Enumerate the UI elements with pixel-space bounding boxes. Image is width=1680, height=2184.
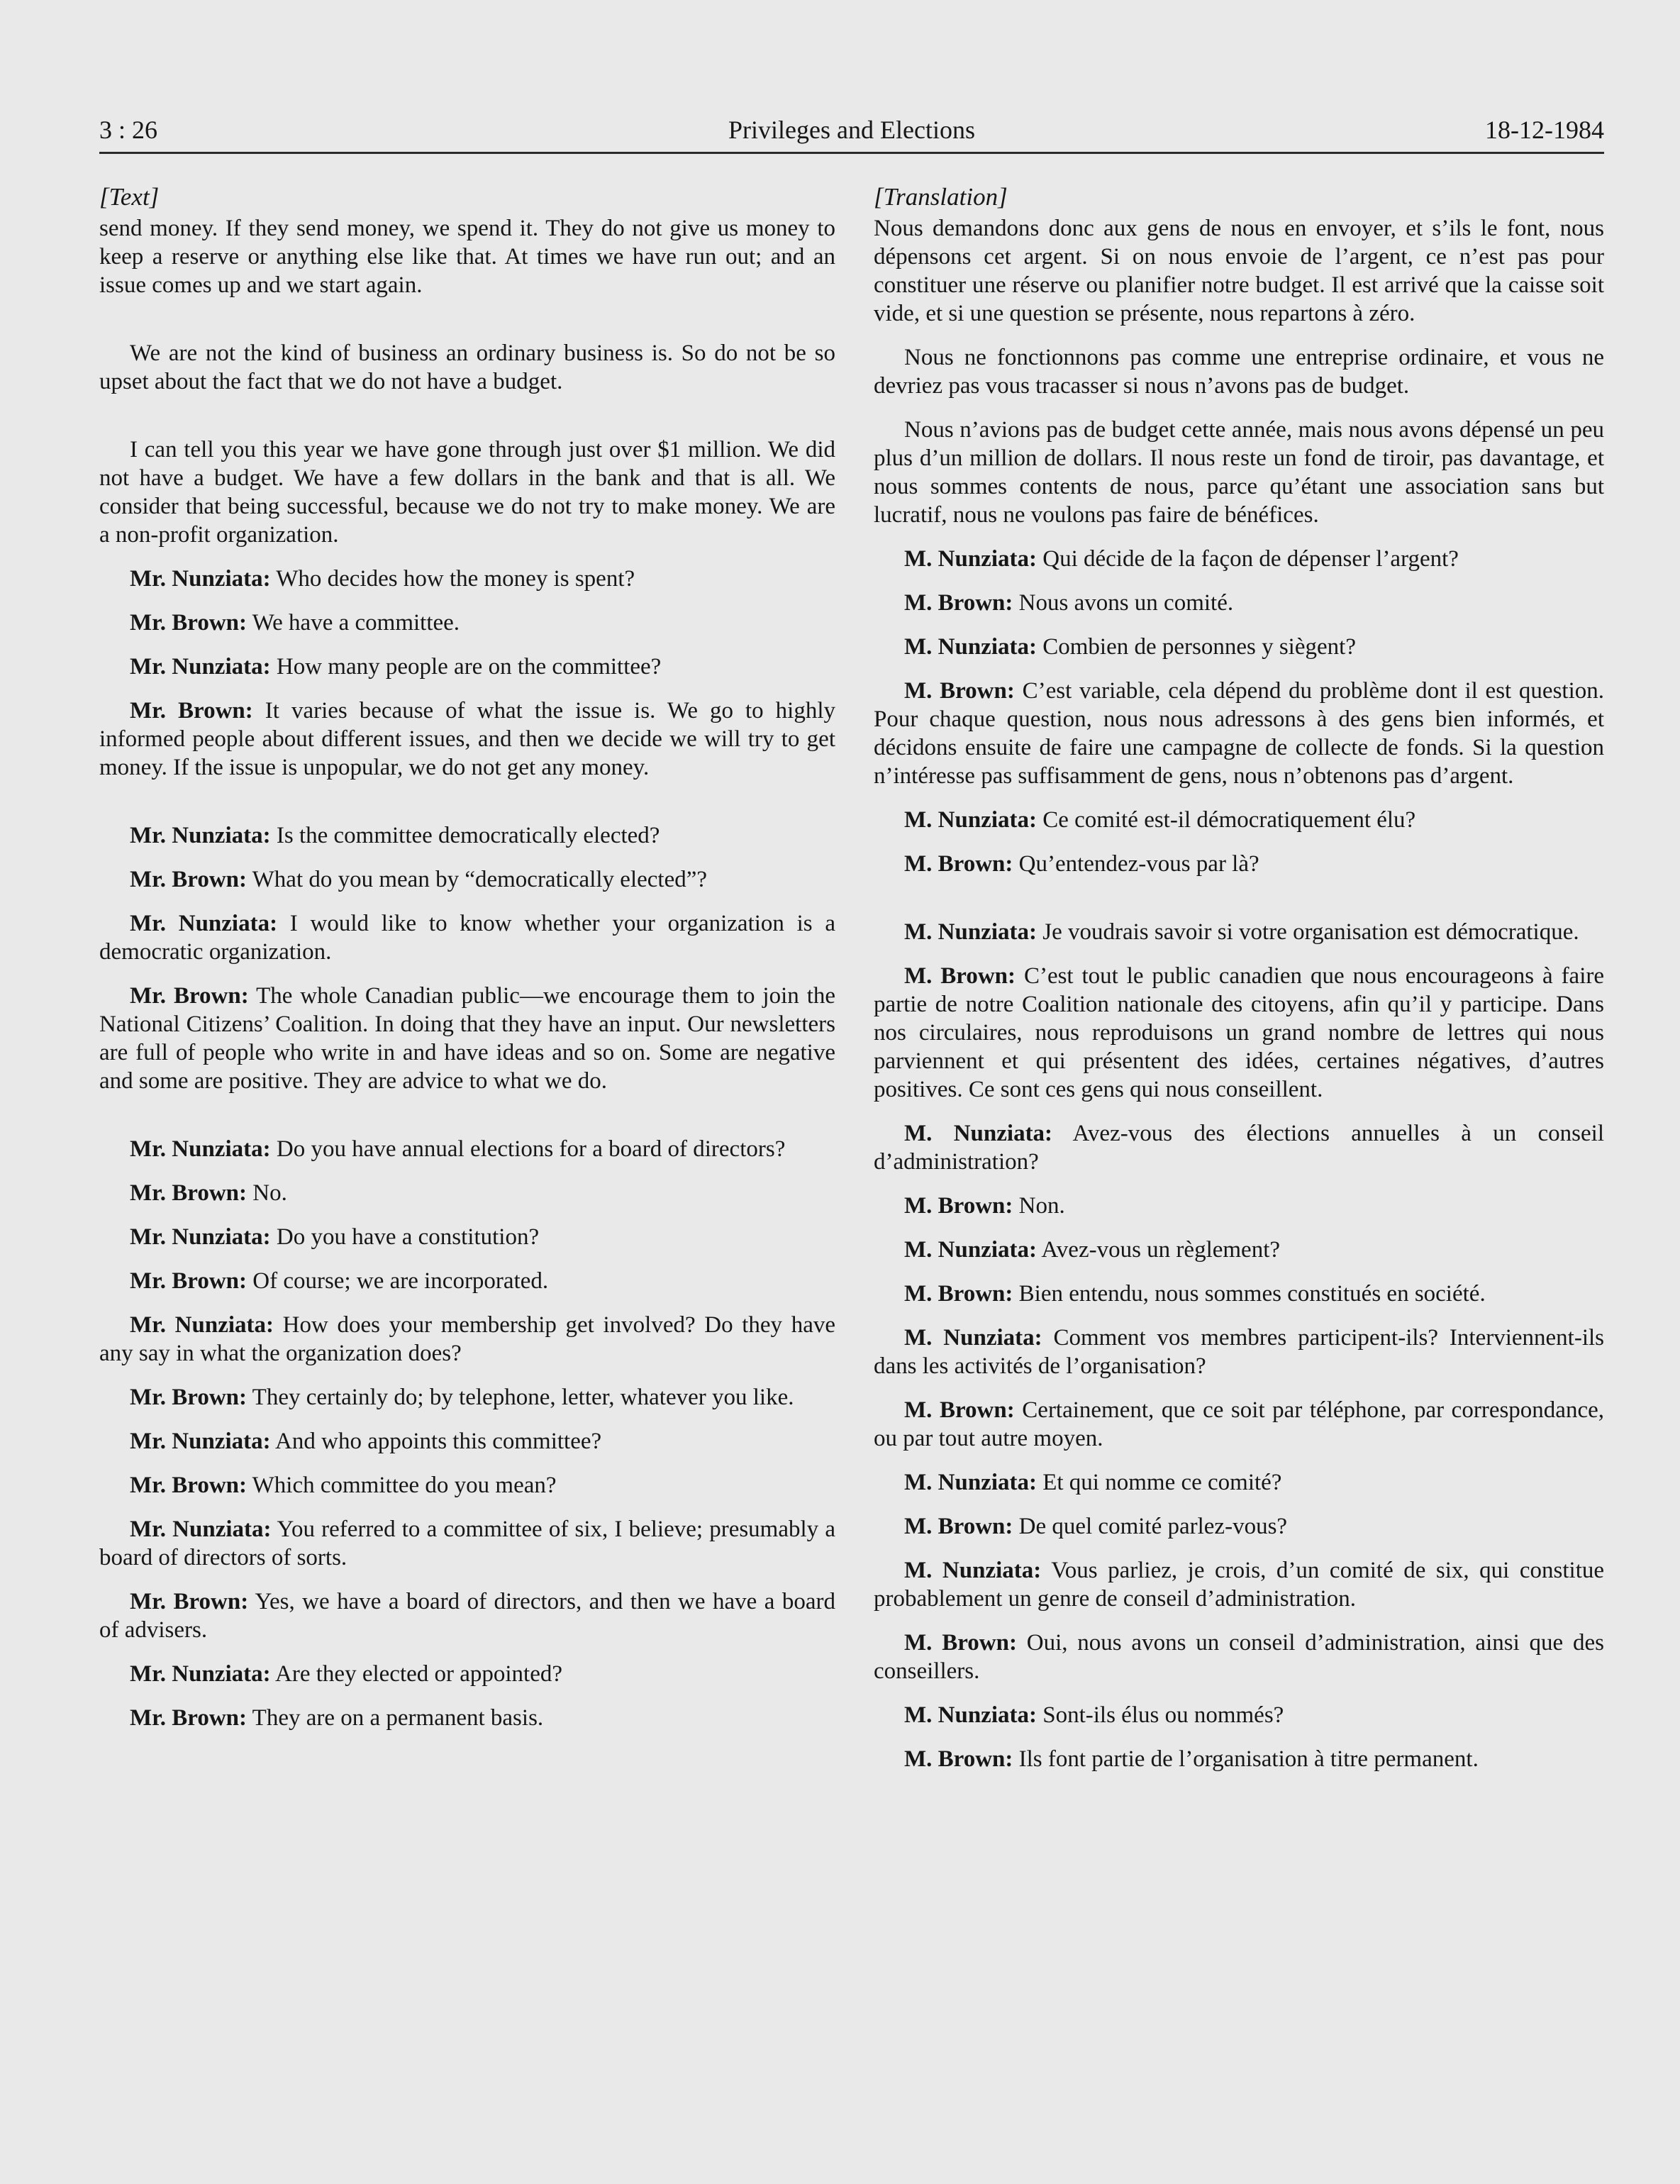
- paragraph: [874, 343, 1604, 400]
- page-header: [99, 106, 1604, 154]
- speech-text: C’est variable, cela dépend du problème dont il est question. Pour chaque question, nous nous adressons à des gens bien informés, et décidons ensuite de faire une campagne de collecte de fonds. Si la question n’intéresse pas suffisamment de gens, nous n’obtenons pas d’argent.: [874, 678, 1605, 789]
- speaker-name: M. Brown:: [904, 1193, 1013, 1219]
- speaker-name: Mr. Nunziata:: [130, 1224, 271, 1250]
- speech-paragraph: [99, 982, 835, 1095]
- speech-text: Sont-ils élus ou nommés?: [1042, 1702, 1284, 1728]
- speech-text: Bien entendu, nous sommes constitués en société.: [1018, 1281, 1486, 1307]
- speech-paragraph: [99, 821, 835, 850]
- speech-text: Who decides how the money is spent?: [276, 566, 635, 592]
- speech-text: And who appoints this committee?: [275, 1429, 602, 1454]
- speech-paragraph: [874, 545, 1604, 573]
- speech-paragraph: [874, 1745, 1604, 1773]
- speech-paragraph: [99, 1515, 835, 1572]
- column-label: [Text]: [99, 183, 160, 211]
- speech-text: It varies because of what the issue is. We go to highly informed people about different issues, and then we decide we will try to get money. If the issue is unpopular, we do not get any money.: [99, 698, 836, 780]
- speech-paragraph: [99, 1587, 835, 1644]
- speech-text: C’est tout le public canadien que nous encourageons à faire partie de notre Coalition nationale des citoyens, afin qu’il y participe. Dans nos circulaires, nous reproduisons un grand nombre de lettres qui nous parviennent et qui présentent des idées, certaines négatives, d’autres positives. Ce sont ces gens qui nous conseillent.: [874, 963, 1605, 1102]
- speech-text: Combien de personnes y siègent?: [1042, 634, 1356, 660]
- speech-text: What do you mean by “democratically elected”?: [252, 867, 708, 892]
- speaker-name: M. Nunziata:: [904, 1237, 1037, 1263]
- speech-paragraph: [99, 1135, 835, 1163]
- speaker-name: M. Brown:: [904, 1746, 1013, 1772]
- speech-text: Et qui nomme ce comité?: [1042, 1470, 1282, 1495]
- speech-paragraph: [99, 1704, 835, 1732]
- speech-text: Avez-vous un règlement?: [1041, 1237, 1281, 1263]
- speech-paragraph: [99, 865, 835, 894]
- speaker-name: M. Nunziata:: [904, 546, 1037, 572]
- speech-text: Qu’entendez-vous par là?: [1018, 851, 1259, 877]
- speaker-name: Mr. Brown:: [130, 1268, 247, 1294]
- speech-text: Oui, nous avons un conseil d’administration, ainsi que des conseillers.: [874, 1630, 1604, 1684]
- speech-paragraph: [99, 1311, 835, 1368]
- speech-paragraph: [99, 909, 835, 966]
- speaker-name: Mr. Brown:: [130, 1705, 247, 1731]
- paragraph: [874, 416, 1604, 529]
- speech-paragraph: [874, 1324, 1604, 1380]
- speech-text: Avez-vous des élections annuelles à un conseil d’administration?: [874, 1121, 1604, 1175]
- speaker-name: Mr. Nunziata:: [130, 1661, 271, 1687]
- speech-text: You referred to a committee of six, I believe; presumably a board of directors of sorts.: [99, 1517, 835, 1570]
- speaker-name: Mr. Nunziata:: [130, 654, 271, 680]
- speaker-name: Mr. Nunziata:: [130, 566, 271, 592]
- speaker-name: M. Brown:: [904, 851, 1013, 877]
- speech-paragraph: [874, 1629, 1604, 1685]
- speaker-name: Mr. Brown:: [130, 1385, 247, 1410]
- speech-paragraph: [99, 565, 835, 593]
- speaker-name: M. Brown:: [904, 963, 1016, 989]
- speech-paragraph: [874, 806, 1604, 834]
- paragraph: [99, 339, 835, 396]
- speech-text: Are they elected or appointed?: [275, 1661, 563, 1687]
- paragraph-text: Nous ne fonctionnons pas comme une entreprise ordinaire, et vous ne devriez pas vous tracasser si nous n’avons pas de budget.: [874, 345, 1604, 399]
- english-column: [99, 183, 835, 1748]
- speaker-name: Mr. Brown:: [130, 1180, 247, 1206]
- speech-paragraph: [99, 1427, 835, 1456]
- speaker-name: M. Nunziata:: [904, 1702, 1037, 1728]
- speech-paragraph: [99, 1223, 835, 1251]
- speech-text: Yes, we have a board of directors, and then we have a board of advisers.: [99, 1589, 835, 1643]
- speech-paragraph: [874, 677, 1604, 790]
- speech-paragraph: [99, 609, 835, 637]
- speaker-name: Mr. Brown:: [130, 1589, 249, 1614]
- speaker-name: M. Brown:: [904, 1281, 1013, 1307]
- speech-text: They certainly do; by telephone, letter, whatever you like.: [252, 1385, 794, 1410]
- speaker-name: M. Brown:: [904, 1630, 1017, 1656]
- speaker-name: Mr. Brown:: [130, 983, 249, 1009]
- speech-text: Comment vos membres participent-ils? Interviennent-ils dans les activités de l’organisation?: [874, 1325, 1605, 1379]
- speech-text: Je voudrais savoir si votre organisation est démocratique.: [1042, 919, 1579, 945]
- speaker-name: M. Brown:: [904, 590, 1013, 616]
- paragraph-text: I can tell you this year we have gone through just over $1 million. We did not have a budget. We have a few dollars in the bank and that is all. We consider that being successful, because we do not try to make money. We are a non-profit organization.: [99, 437, 835, 548]
- speech-paragraph: [874, 850, 1604, 878]
- paragraph: [99, 436, 835, 549]
- speech-paragraph: [874, 1556, 1604, 1613]
- speaker-name: M. Nunziata:: [904, 634, 1037, 660]
- speech-paragraph: [874, 1280, 1604, 1308]
- speech-paragraph: [874, 1701, 1604, 1729]
- speaker-name: M. Brown:: [904, 1514, 1013, 1539]
- speech-text: Non.: [1018, 1193, 1065, 1219]
- speaker-name: Mr. Brown:: [130, 610, 247, 636]
- speaker-name: Mr. Brown:: [130, 698, 253, 724]
- speech-text: Certainement, que ce soit par téléphone, par correspondance, ou par tout autre moyen.: [874, 1397, 1604, 1451]
- column-label: [Translation]: [874, 183, 1008, 211]
- speech-paragraph: [874, 962, 1604, 1104]
- speech-paragraph: [874, 1119, 1604, 1176]
- speech-text: How does your membership get involved? Do they have any say in what the organization does?: [99, 1312, 835, 1366]
- speech-text: How many people are on the committee?: [276, 654, 662, 680]
- paragraph-text: We are not the kind of business an ordinary business is. So do not be so upset about the fact that we do not have a budget.: [99, 340, 835, 394]
- speech-text: They are on a permanent basis.: [252, 1705, 544, 1731]
- speech-paragraph: [874, 918, 1604, 946]
- speech-text: Nous avons un comité.: [1018, 590, 1234, 616]
- speech-text: De quel comité parlez-vous?: [1018, 1514, 1288, 1539]
- speaker-name: Mr. Nunziata:: [130, 1312, 274, 1338]
- speech-text: We have a committee.: [252, 610, 460, 636]
- speech-paragraph: [874, 1512, 1604, 1541]
- speaker-name: Mr. Nunziata:: [130, 911, 278, 936]
- speech-paragraph: [99, 1267, 835, 1295]
- speaker-name: M. Brown:: [904, 1397, 1015, 1423]
- speech-text: The whole Canadian public—we encourage them to join the National Citizens’ Coalition. In doing that they have an input. Our newsletters are full of people who write in and have ideas and so on. Some are negative and some are positive. They are advice to what we do.: [99, 983, 836, 1094]
- speaker-name: M. Nunziata:: [904, 919, 1037, 945]
- speech-paragraph: [874, 589, 1604, 617]
- speaker-name: M. Brown:: [904, 678, 1015, 704]
- speaker-name: Mr. Nunziata:: [130, 1136, 271, 1162]
- speech-text: Is the committee democratically elected?: [276, 823, 660, 848]
- paragraph: [874, 214, 1604, 328]
- speech-paragraph: [99, 653, 835, 681]
- speaker-name: Mr. Nunziata:: [130, 823, 271, 848]
- speaker-name: M. Nunziata:: [904, 1121, 1053, 1146]
- speaker-name: M. Nunziata:: [904, 1325, 1042, 1351]
- speech-text: I would like to know whether your organization is a democratic organization.: [99, 911, 835, 965]
- speaker-name: Mr. Nunziata:: [130, 1429, 271, 1454]
- paragraph-text: Nous n’avions pas de budget cette année, mais nous avons dépensé un peu plus d’un million de dollars. Il nous reste un fond de tiroir, pas davantage, et nous sommes contents de nous, parce qu’étant une association sans but lucratif, nous ne voulons pas faire de bénéfices.: [874, 417, 1604, 528]
- speaker-name: Mr. Nunziata:: [130, 1517, 272, 1542]
- speech-text: Vous parliez, je crois, d’un comité de six, qui constitue probablement un genre de conseil d’administration.: [874, 1558, 1605, 1612]
- speech-paragraph: [874, 1468, 1604, 1497]
- speech-paragraph: [874, 1192, 1604, 1220]
- paragraph-text: send money. If they send money, we spend it. They do not give us money to keep a reserve or anything else like that. At times we have run out; and an issue comes up and we start again.: [99, 216, 835, 298]
- speech-paragraph: [99, 1179, 835, 1207]
- speech-text: Do you have annual elections for a board of directors?: [276, 1136, 786, 1162]
- speech-paragraph: [874, 1236, 1604, 1264]
- speech-paragraph: [874, 1396, 1604, 1453]
- speech-paragraph: [99, 1471, 835, 1500]
- speech-paragraph: [99, 1383, 835, 1412]
- speaker-name: M. Nunziata:: [904, 807, 1037, 833]
- french-column: [874, 183, 1604, 1789]
- speech-paragraph: [99, 1660, 835, 1688]
- paragraph-text: Nous demandons donc aux gens de nous en envoyer, et s’ils le font, nous dépensons cet argent. Si on nous envoie de l’argent, ce n’est pas pour constituer une réserve ou planifier notre budget. Il est arrivé que la caisse soit vide, et si une question se présente, nous repartons à zéro.: [874, 216, 1604, 326]
- speech-text: Qui décide de la façon de dépenser l’argent?: [1042, 546, 1459, 572]
- speaker-name: Mr. Brown:: [130, 1473, 247, 1498]
- speaker-name: M. Nunziata:: [904, 1558, 1042, 1583]
- speech-paragraph: [99, 697, 835, 782]
- page-date: 18-12-1984: [1485, 116, 1604, 144]
- page-title: Privileges and Elections: [728, 116, 975, 144]
- speaker-name: M. Nunziata:: [904, 1470, 1037, 1495]
- speech-text: No.: [252, 1180, 287, 1206]
- speech-text: Of course; we are incorporated.: [252, 1268, 549, 1294]
- speaker-name: Mr. Brown:: [130, 867, 247, 892]
- speech-text: Which committee do you mean?: [252, 1473, 557, 1498]
- speech-text: Ils font partie de l’organisation à titre permanent.: [1018, 1746, 1479, 1772]
- page-number: 3 : 26: [99, 116, 158, 144]
- speech-text: Ce comité est-il démocratiquement élu?: [1042, 807, 1416, 833]
- speech-text: Do you have a constitution?: [276, 1224, 540, 1250]
- paragraph: [99, 214, 835, 299]
- speech-paragraph: [874, 633, 1604, 661]
